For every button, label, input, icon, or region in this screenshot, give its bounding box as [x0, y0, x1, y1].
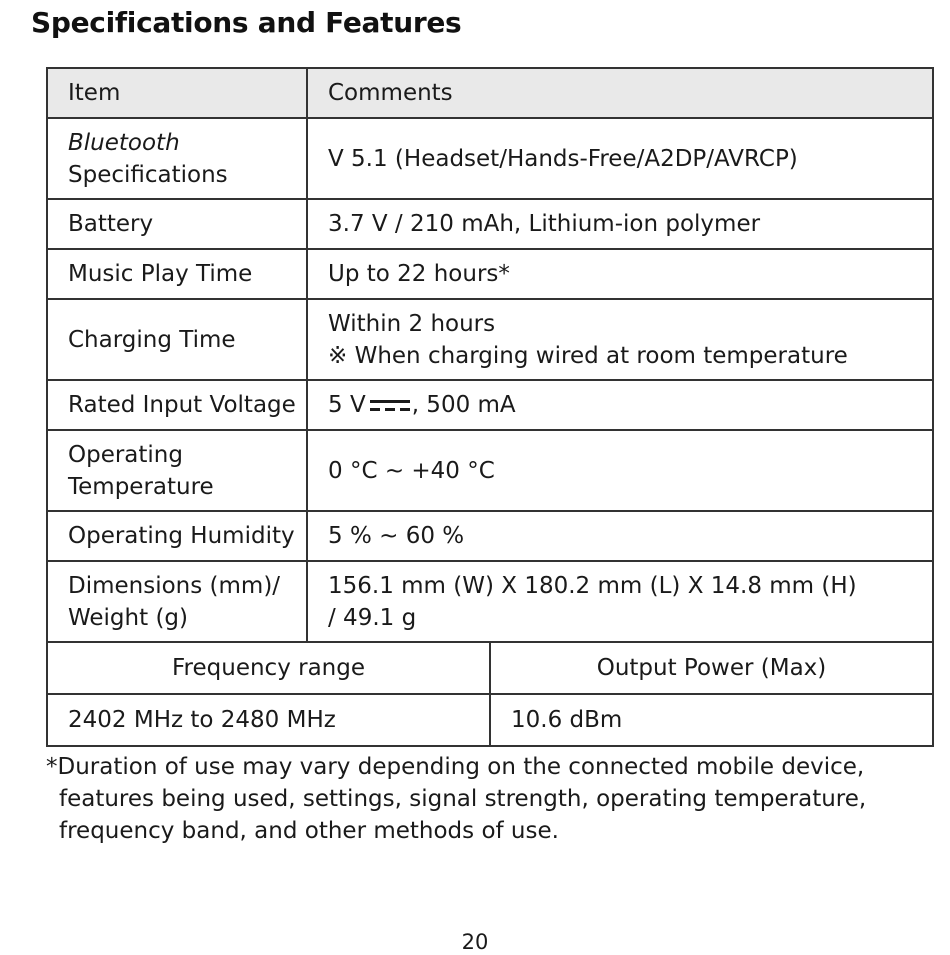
- specifications-label: Specifications: [68, 161, 228, 188]
- page-number: 20: [461, 930, 489, 954]
- rated-input-voltage-value-cell: [307, 380, 933, 430]
- dimensions-weight-item-cell: [47, 561, 307, 642]
- operating-humidity-value: 5 % ~ 60 %: [307, 511, 933, 561]
- bluetooth-item-cell: [47, 118, 307, 199]
- table-row: [47, 694, 933, 746]
- specifications-table: [46, 67, 934, 643]
- dimensions-value: 156.1 mm (W) X 180.2 mm (L) X 14.8 mm (H): [328, 572, 857, 599]
- output-power-header: Output Power (Max): [490, 642, 933, 694]
- item-column-header: Item: [47, 68, 307, 118]
- temperature-label: Temperature: [68, 473, 214, 500]
- music-play-time-item: Music Play Time: [47, 249, 307, 299]
- comments-column-header: Comments: [307, 68, 933, 118]
- rated-input-voltage-item: Rated Input Voltage: [47, 380, 307, 430]
- weight-label: Weight (g): [68, 604, 188, 631]
- table-header-row: [47, 68, 933, 118]
- table-row-music-play-time: [47, 249, 933, 299]
- charging-time-value-cell: [307, 299, 933, 380]
- bluetooth-label: Bluetooth: [68, 129, 180, 156]
- voltage-value: 5 V: [328, 392, 366, 418]
- current-value: , 500 mA: [411, 392, 516, 418]
- operating-temperature-item-cell: [47, 430, 307, 511]
- dimensions-label: Dimensions (mm)/: [68, 572, 281, 599]
- charging-time-value: Within 2 hours: [328, 310, 496, 337]
- output-power-value: 10.6 dBm: [490, 694, 933, 746]
- music-play-time-value: Up to 22 hours*: [307, 249, 933, 299]
- table-row-battery: [47, 199, 933, 249]
- table-row-bluetooth: [47, 118, 933, 199]
- battery-value: 3.7 V / 210 mAh, Lithium-ion polymer: [307, 199, 933, 249]
- dc-current-icon: [370, 400, 410, 412]
- charging-time-item: Charging Time: [47, 299, 307, 380]
- page-title: Specifications and Features: [31, 6, 462, 39]
- battery-item: Battery: [47, 199, 307, 249]
- frequency-table: [46, 641, 934, 747]
- footnote: *Duration of use may vary depending on the connected mobile device, features being used, settings, signal strength, operating temperature, frequency band, and other methods of use.: [46, 754, 867, 844]
- table-row-rated-input-voltage: [47, 380, 933, 430]
- dimensions-weight-value-cell: [307, 561, 933, 642]
- table-row-operating-temperature: [47, 430, 933, 511]
- weight-value: / 49.1 g: [328, 604, 417, 631]
- operating-temperature-value: 0 °C ~ +40 °C: [307, 430, 933, 511]
- table-row-dimensions-weight: [47, 561, 933, 642]
- frequency-range-value: 2402 MHz to 2480 MHz: [47, 694, 490, 746]
- operating-humidity-item: Operating Humidity: [47, 511, 307, 561]
- charging-time-note: ※ When charging wired at room temperature: [328, 342, 848, 369]
- table-row-charging-time: [47, 299, 933, 380]
- frequency-header-row: [47, 642, 933, 694]
- bluetooth-value: V 5.1 (Headset/Hands-Free/A2DP/AVRCP): [307, 118, 933, 199]
- frequency-range-header: Frequency range: [47, 642, 490, 694]
- operating-label: Operating: [68, 441, 183, 468]
- table-row-operating-humidity: [47, 511, 933, 561]
